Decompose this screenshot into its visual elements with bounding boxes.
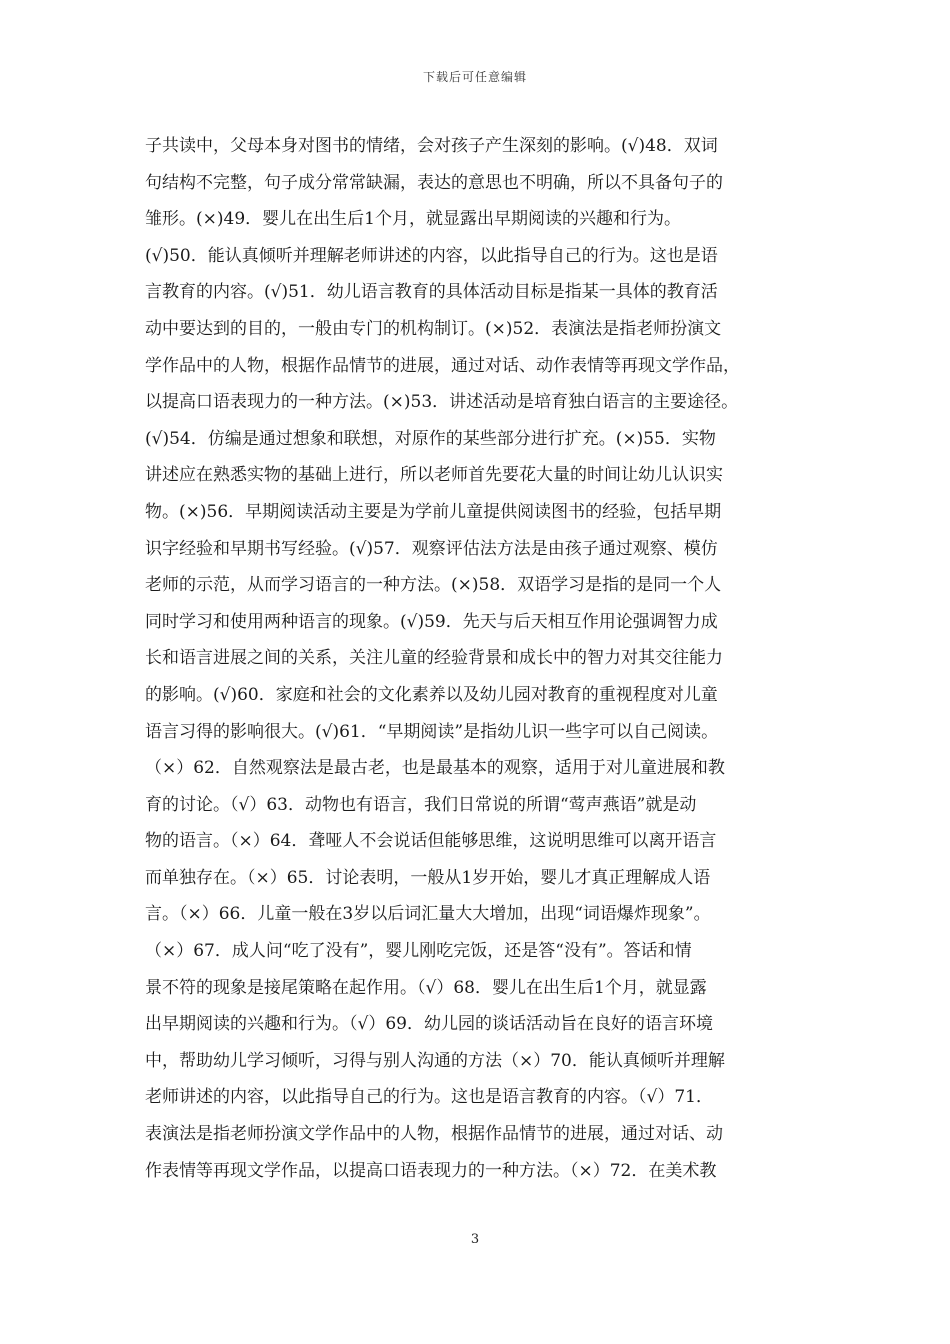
text-line: 老师讲述的内容，以此指导自己的行为。这也是语言教育的内容。（√）71． [145, 1087, 713, 1108]
text-line: 作表情等再现文学作品，以提高口语表现力的一种方法。（×）72．在美术教 [145, 1160, 717, 1181]
text-line: 识字经验和早期书写经验。(√)57．观察评估法方法是由孩子通过观察、模仿 [145, 538, 718, 559]
page-header: 下载后可任意编辑 [422, 70, 527, 84]
text-line: 动中要达到的目的，一般由专门的机构制订。(×)52．表演法是指老师扮演文 [145, 318, 722, 339]
text-line: 景不符的现象是接尾策略在起作用。（√）68．婴儿在出生后1个月，就显露 [145, 977, 707, 998]
text-line: （×）62．自然观察法是最古老，也是最基本的观察，适用于对儿童进展和教 [145, 758, 725, 779]
text-line: (√)54．仿编是通过想象和联想，对原作的某些部分进行扩充。(×)55．实物 [145, 428, 716, 449]
text-line: 雏形。(×)49．婴儿在出生后1个月，就显露出早期阅读的兴趣和行为。 [145, 209, 681, 230]
text-line: 言教育的内容。(√)51．幼儿语言教育的具体活动目标是指某一具体的教育活 [145, 282, 718, 303]
text-line: 以提高口语表现力的一种方法。(×)53．讲述活动是培育独白语言的主要途径。 [145, 392, 739, 413]
text-line: 子共读中，父母本身对图书的情绪，会对孩子产生深刻的影响。(√)48．双词 [145, 136, 718, 156]
text-line: 长和语言进展之间的关系，关注儿童的经验背景和成长中的智力对其交往能力 [145, 648, 723, 669]
text-line: 中，帮助幼儿学习倾听，习得与别人沟通的方法（×）70．能认真倾听并理解 [145, 1050, 725, 1071]
text-line: 句结构不完整，句子成分常常缺漏，表达的意思也不明确，所以不具备句子的 [145, 172, 723, 193]
body-text [145, 128, 810, 1189]
text-line: 讲述应在熟悉实物的基础上进行，所以老师首先要花大量的时间让幼儿认识实 [145, 465, 723, 486]
text-line: 言。（×）66．儿童一般在3岁以后词汇量大大增加，出现“词语爆炸现象”。 [145, 904, 711, 925]
text-line: (√)50．能认真倾听并理解老师讲述的内容，以此指导自己的行为。这也是语 [145, 245, 718, 266]
text-line: 物的语言。（×）64．聋哑人不会说话但能够思维，这说明思维可以离开语言 [145, 831, 717, 852]
text-line: 老师的示范，从而学习语言的一种方法。(×)58．双语学习是指的是同一个人 [145, 575, 722, 596]
text-line: 物。(×)56．早期阅读活动主要是为学前儿童提供阅读图书的经验，包括早期 [145, 501, 722, 522]
text-line: 而单独存在。（×）65．讨论表明，一般从1岁开始，婴儿才真正理解成人语 [145, 867, 711, 888]
text-line: 出早期阅读的兴趣和行为。（√）69．幼儿园的谈话活动旨在良好的语言环境 [145, 1014, 713, 1035]
page-number: 3 [470, 1232, 480, 1247]
text-line: 同时学习和使用两种语言的现象。(√)59．先天与后天相互作用论强调智力成 [145, 611, 718, 632]
text-line: 语言习得的影响很大。(√)61．“早期阅读”是指幼儿识一些字可以自己阅读。 [145, 721, 719, 742]
text-line: 育的讨论。（√）63．动物也有语言，我们日常说的所谓“莺声燕语”就是动 [145, 794, 697, 815]
text-line: 学作品中的人物，根据作品情节的进展，通过对话、动作表情等再现文学作品， [145, 355, 740, 376]
text-line: 表演法是指老师扮演文学作品中的人物，根据作品情节的进展，通过对话、动 [145, 1124, 723, 1145]
text-line: 的影响。(√)60．家庭和社会的文化素养以及幼儿园对教育的重视程度对儿童 [145, 684, 718, 705]
text-line: （×）67．成人问“吃了没有”，婴儿刚吃完饭，还是答“没有”。答话和情 [145, 941, 692, 962]
